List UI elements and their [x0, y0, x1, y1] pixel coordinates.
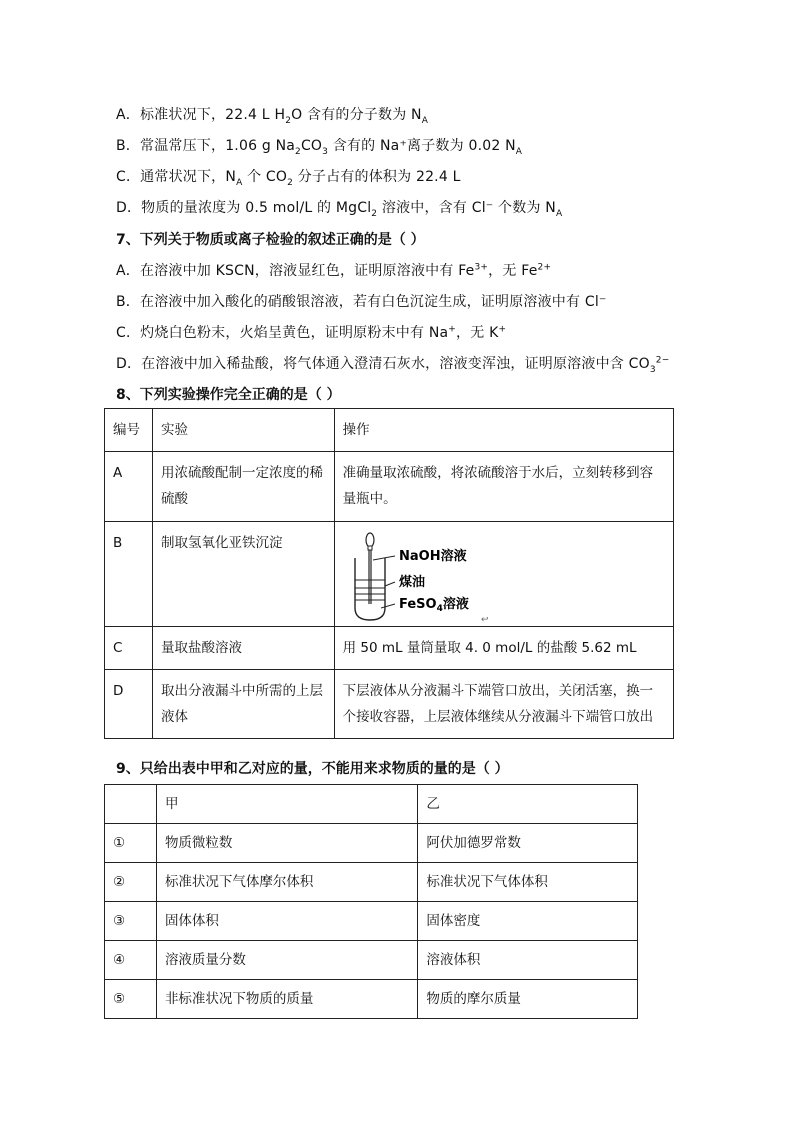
- table-header-row: [105, 409, 674, 452]
- table-header-row: [105, 785, 638, 824]
- q6-option-d: D．物质的量浓度为 0.5 mol/L 的 MgCl$_2$ 溶液中，含有 Cl⁻ 个数为 $N_A$: [116, 200, 563, 219]
- row-id: D: [105, 670, 153, 739]
- row-id: B: [105, 522, 153, 627]
- row-id: A: [105, 452, 153, 522]
- table-row: [105, 670, 674, 739]
- return-mark: ↩: [480, 615, 489, 624]
- row-experiment: 用浓硫酸配制一定浓度的稀硫酸: [152, 452, 334, 522]
- q8-table: [104, 408, 674, 739]
- row-number: ②: [105, 863, 157, 902]
- row-operation: 下层液体从分液漏斗下端管口放出，关闭活塞，换一个接收容器，上层液体继续从分液漏斗下端管口放出: [334, 670, 673, 739]
- table-row: [105, 863, 638, 902]
- q7-option-a: A．在溶液中加 KSCN，溶液显红色，证明原溶液中有 $Fe^{3+}$，无 $Fe^{2+}$: [116, 262, 552, 279]
- table-row: [105, 627, 674, 670]
- table-row: [105, 941, 638, 980]
- naoh-label: NaOH溶液: [398, 549, 467, 564]
- table-row: [105, 522, 674, 627]
- row-number: ①: [105, 824, 157, 863]
- row-jia: 标准状况下气体摩尔体积: [156, 863, 417, 902]
- header-cell: 编号: [105, 409, 153, 452]
- row-number: ⑤: [105, 980, 157, 1019]
- test-tube-figure: [343, 528, 663, 624]
- row-number: ④: [105, 941, 157, 980]
- header-cell: [105, 785, 157, 824]
- q9-stem: 9、只给出表中甲和乙对应的量，不能用来求物质的量的是（ ）: [116, 761, 509, 777]
- header-cell: 乙: [418, 785, 638, 824]
- row-yi: 标准状况下气体体积: [418, 863, 638, 902]
- q7-option-b: B．在溶液中加入酸化的硝酸银溶液，若有白色沉淀生成，证明原溶液中有 Cl⁻: [116, 294, 607, 310]
- row-experiment: 取出分液漏斗中所需的上层液体: [152, 670, 334, 739]
- oil-label: 煤油: [398, 575, 425, 590]
- row-jia: 物质微粒数: [156, 824, 417, 863]
- q7-stem: 7、下列关于物质或离子检验的叙述正确的是（ ）: [116, 232, 425, 248]
- row-jia: 溶液质量分数: [156, 941, 417, 980]
- row-operation: 准确量取浓硫酸，将浓硫酸溶于水后，立刻转移到容量瓶中。: [334, 452, 673, 522]
- row-experiment: 制取氢氧化亚铁沉淀: [152, 522, 334, 627]
- table-row: [105, 980, 638, 1019]
- header-cell: 操作: [334, 409, 673, 452]
- table-row: [105, 902, 638, 941]
- q8-stem: 8、下列实验操作完全正确的是（ ）: [116, 387, 341, 403]
- q7-option-c: C．灼烧白色粉末，火焰呈黄色，证明原粉末中有 Na+，无 K+: [116, 324, 507, 341]
- row-yi: 阿伏加德罗常数: [418, 824, 638, 863]
- header-cell: 实验: [152, 409, 334, 452]
- test-tube-icon: [355, 558, 385, 620]
- row-id: C: [105, 627, 153, 670]
- table-row: [105, 824, 638, 863]
- row-operation: 用 50 mL 量筒量取 4. 0 mol/L 的盐酸 5.62 mL: [334, 627, 673, 670]
- row-yi: 物质的摩尔质量: [418, 980, 638, 1019]
- row-jia: 固体体积: [156, 902, 417, 941]
- feso4-label: FeSO$_4$溶液: [398, 597, 469, 614]
- row-number: ③: [105, 902, 157, 941]
- dropper-bulb-icon: [366, 533, 374, 547]
- q6-option-b: B．常温常压下，1.06 g $Na_2CO_3$ 含有的 Na⁺离子数为 0.02 $N_A$: [116, 138, 523, 157]
- table-row: [105, 452, 674, 522]
- q6-option-c: C．通常状况下，$N_A$ 个 $CO_2$ 分子占有的体积为 22.4 L: [116, 169, 461, 188]
- header-cell: 甲: [156, 785, 417, 824]
- q9-table: [104, 784, 638, 1019]
- apparatus-figure-cell: [334, 522, 673, 627]
- q7-option-d: D．在溶液中加入稀盐酸，将气体通入澄清石灰水，溶液变浑浊，证明原溶液中含 $CO_3^{2-}$: [116, 355, 670, 375]
- q6-option-a: A．标准状况下，22.4 L $H_2O$ 含有的分子数为 $N_A$: [116, 107, 429, 126]
- row-yi: 固体密度: [418, 902, 638, 941]
- row-experiment: 量取盐酸溶液: [152, 627, 334, 670]
- row-jia: 非标准状况下物质的质量: [156, 980, 417, 1019]
- row-yi: 溶液体积: [418, 941, 638, 980]
